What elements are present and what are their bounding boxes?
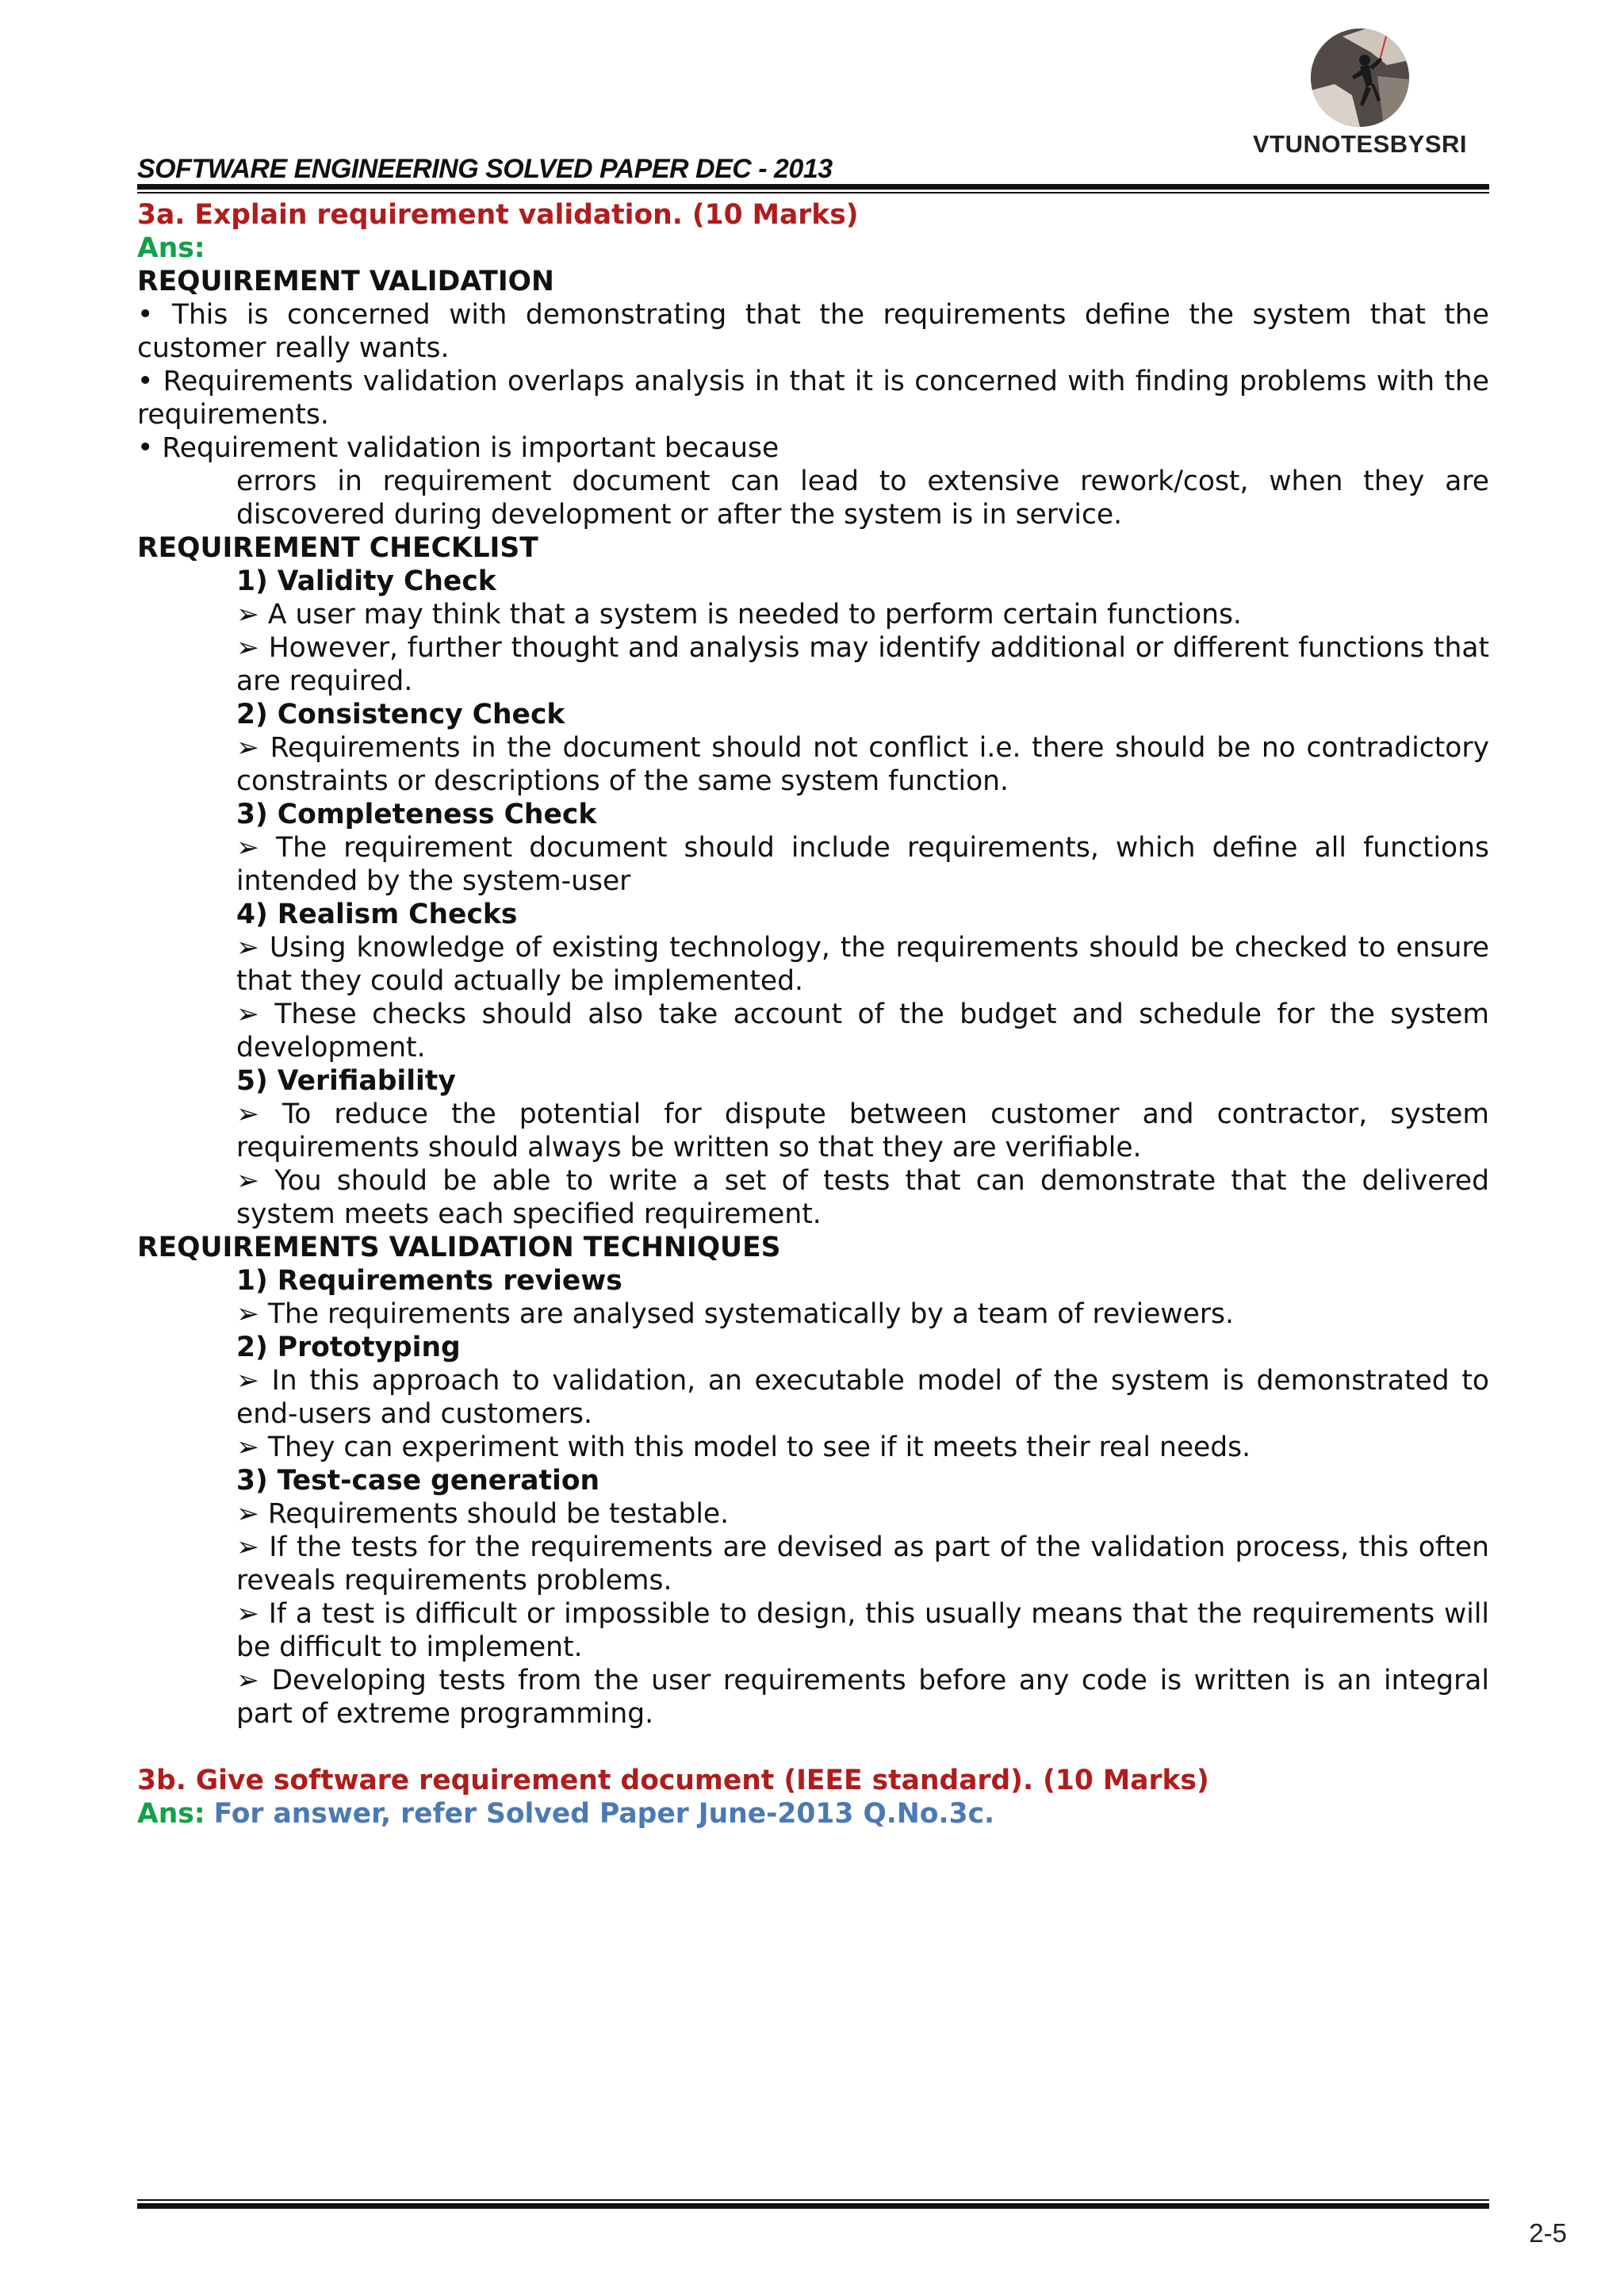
- question-3b: 3b. Give software requirement document (IEEE standard). (10 Marks): [137, 1765, 1209, 1796]
- question-3a: 3a. Explain requirement validation. (10 Marks): [137, 199, 859, 231]
- subsection-heading: 1) Requirements reviews: [236, 1265, 622, 1297]
- footer-divider: [137, 2199, 1489, 2201]
- answer-label: Ans:: [137, 1798, 205, 1830]
- list-item: ➢ Requirements should be testable.: [236, 1498, 730, 1530]
- list-item: ➢ They can experiment with this model to see if it meets their real needs.: [236, 1432, 1251, 1463]
- list-item: ➢ However, further thought and analysis may identify additional or different functions that are required.: [236, 632, 1489, 697]
- page-header-title: SOFTWARE ENGINEERING SOLVED PAPER DEC - 2013: [137, 154, 833, 184]
- header-divider: [137, 184, 1489, 190]
- answer-reference: For answer, refer Solved Paper June-2013 Q.No.3c.: [213, 1798, 995, 1830]
- page-number: 2-5: [1529, 2218, 1567, 2248]
- subsection-heading: 4) Realism Checks: [236, 899, 518, 930]
- section-heading: REQUIREMENT VALIDATION: [137, 266, 554, 297]
- logo-text: VTUNOTESBYSRI: [1252, 130, 1468, 158]
- spacer: [137, 1731, 1489, 1764]
- climber-logo-icon: [1311, 29, 1409, 127]
- list-item: ➢ If a test is difficult or impossible to design, this usually means that the requirements will be difficult to implement.: [236, 1598, 1489, 1663]
- subsection-heading: 5) Verifiability: [236, 1065, 456, 1097]
- list-item: ➢ The requirement document should include requirements, which define all functions intended by the system-user: [236, 832, 1489, 897]
- list-item: ➢ Using knowledge of existing technology, the requirements should be checked to ensure that they could actually be implemented.: [236, 932, 1489, 997]
- list-item: ➢ Requirements in the document should not conflict i.e. there should be no contradictory constraints or descriptions of the same system function.: [236, 732, 1489, 797]
- footer-divider-thick: [137, 2203, 1489, 2209]
- subsection-heading: 1) Validity Check: [236, 565, 496, 597]
- subsection-heading: 2) Prototyping: [236, 1332, 461, 1363]
- paragraph: • Requirements validation overlaps analysis in that it is concerned with finding problems with the requirements.: [137, 366, 1489, 431]
- list-item: ➢ Developing tests from the user requirements before any code is written is an integral part of extreme programming.: [236, 1665, 1489, 1730]
- paragraph: • This is concerned with demonstrating that the requirements define the system that the customer really wants.: [137, 299, 1489, 364]
- paragraph: • Requirement validation is important because: [137, 432, 779, 464]
- subsection-heading: 2) Consistency Check: [236, 699, 565, 730]
- list-item: ➢ You should be able to write a set of tests that can demonstrate that the delivered system meets each specified requirement.: [236, 1165, 1489, 1230]
- list-item: ➢ If the tests for the requirements are devised as part of the validation process, this often reveals requirements problems.: [236, 1531, 1489, 1596]
- subsection-heading: 3) Completeness Check: [236, 799, 597, 830]
- list-item: ➢ The requirements are analysed systematically by a team of reviewers.: [236, 1298, 1234, 1330]
- list-item: ➢ These checks should also take account of the budget and schedule for the system development.: [236, 999, 1489, 1064]
- list-item: ➢ To reduce the potential for dispute between customer and contractor, system requirements should always be written so that they are verifiable.: [236, 1098, 1489, 1163]
- list-item: ➢ A user may think that a system is needed to perform certain functions.: [236, 599, 1242, 631]
- subsection-heading: 3) Test-case generation: [236, 1465, 600, 1497]
- header-divider-thin: [137, 192, 1489, 194]
- answer-label: Ans:: [137, 232, 205, 264]
- page-content: [137, 198, 1489, 1830]
- section-heading: REQUIREMENTS VALIDATION TECHNIQUES: [137, 1232, 781, 1263]
- list-item: ➢ In this approach to validation, an executable model of the system is demonstrated to end-users and customers.: [236, 1365, 1489, 1430]
- answer-line: [137, 1797, 1489, 1830]
- section-heading: REQUIREMENT CHECKLIST: [137, 532, 538, 564]
- paragraph: errors in requirement document can lead to extensive rework/cost, when they are discovered during development or after the system is in service.: [236, 466, 1489, 531]
- vtunotesbysri-logo: [1225, 24, 1495, 167]
